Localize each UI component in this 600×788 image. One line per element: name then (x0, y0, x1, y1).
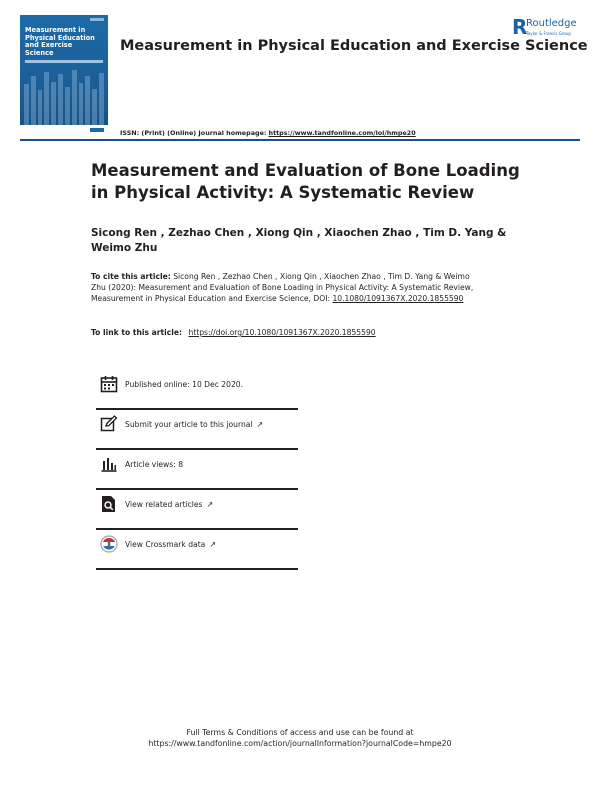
article-views-item (96, 450, 298, 490)
cover-title: Measurement in Physical Education and Exercise Science (25, 26, 95, 57)
crossmark-link[interactable]: View Crossmark data ↗ (125, 540, 217, 549)
journal-homepage-link[interactable]: https://www.tandfonline.com/loi/hmpe20 (268, 129, 416, 137)
calendar-icon (100, 375, 118, 393)
cover-tag (90, 18, 104, 21)
citation-block (91, 271, 481, 305)
crossmark-icon (100, 535, 118, 553)
footer-terms-text: Full Terms & Conditions of access and use can be found at (186, 728, 414, 737)
cover-band (25, 60, 103, 63)
footer-journal-info-link[interactable]: https://www.tandfonline.com/action/journalInformation?journalCode=hmpe20 (148, 739, 452, 749)
submit-article-item[interactable] (96, 410, 298, 450)
citation-label: To cite this article: (91, 272, 171, 281)
citation-text: Sicong Ren , Zezhao Chen , Xiong Qin , Xiaochen Zhao , Tim D. Yang & Weimo Zhu (2020): Measurement and Evaluation of Bone Loading in Physical Activity: A Systematic Review, Measurement in Physical Education and Exercise Science, DOI: (91, 272, 474, 304)
document-search-icon (100, 495, 118, 513)
article-views-text: Article views: 8 (125, 460, 184, 469)
citation-doi-link[interactable]: 10.1080/1091367X.2020.1855590 (332, 294, 464, 304)
link-label: To link to this article: (91, 328, 183, 337)
divider (96, 568, 298, 570)
publisher-name: Routledge (526, 18, 577, 29)
article-authors: Sicong Ren , Zezhao Chen , Xiong Qin , Xiaochen Zhao , Tim D. Yang & Weimo Zhu (91, 227, 507, 254)
publisher-group: Taylor & Francis Group (526, 31, 571, 36)
article-info-list (96, 370, 298, 570)
article-title: Measurement and Evaluation of Bone Loading in Physical Activity: A Systematic Review (91, 161, 520, 202)
related-articles-item[interactable] (96, 490, 298, 530)
header-rule (20, 139, 580, 141)
edit-icon (100, 415, 118, 433)
journal-name: Measurement in Physical Education and Exercise Science (120, 38, 588, 54)
routledge-logo (512, 17, 586, 39)
submit-article-link[interactable]: Submit your article to this journal ↗ (125, 420, 264, 429)
article-link-line (91, 328, 511, 337)
journal-cover-image (20, 15, 108, 135)
published-online-item (96, 370, 298, 410)
routledge-r-icon: R (512, 15, 528, 39)
crossmark-item[interactable] (96, 530, 298, 570)
cover-graphic (24, 67, 104, 125)
issn-label: ISSN: (Print) (Online) Journal homepage: (120, 129, 267, 137)
issn-line (120, 129, 416, 137)
external-link-icon: ↗ (209, 540, 217, 549)
bar-chart-icon (100, 455, 118, 473)
related-articles-link[interactable]: View related articles ↗ (125, 500, 214, 509)
footer (0, 727, 600, 749)
external-link-icon: ↗ (206, 500, 214, 509)
cover-footer (20, 125, 108, 135)
published-online-text: Published online: 10 Dec 2020. (125, 380, 244, 389)
article-doi-link[interactable]: https://doi.org/10.1080/1091367X.2020.1855590 (188, 328, 376, 337)
external-link-icon: ↗ (256, 420, 264, 429)
